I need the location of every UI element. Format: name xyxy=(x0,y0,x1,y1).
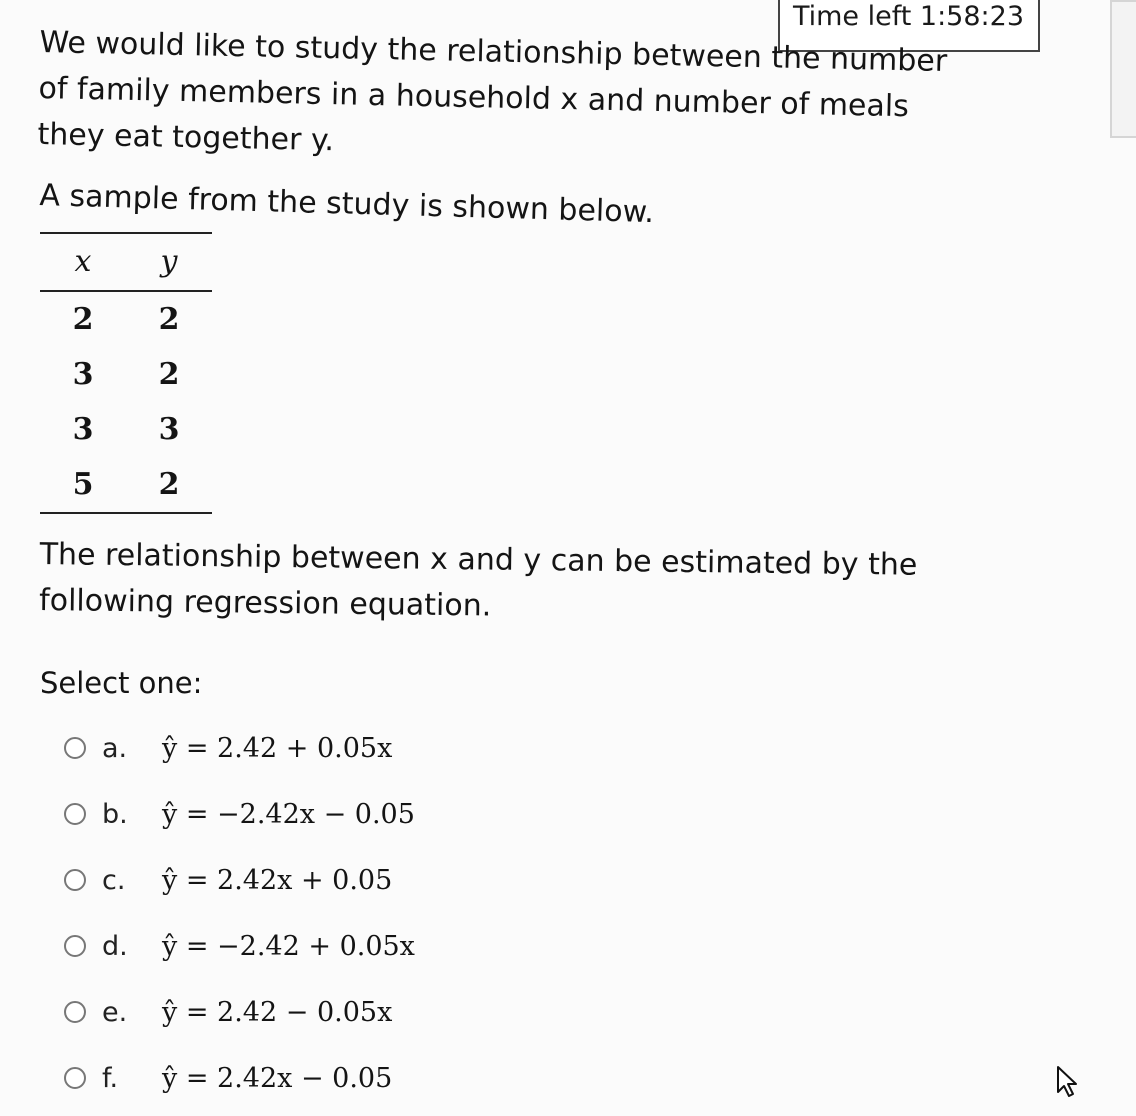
radio-button-icon[interactable] xyxy=(64,1067,86,1089)
table-cell-x: 3 xyxy=(72,412,94,447)
radio-button-icon[interactable] xyxy=(64,737,86,759)
radio-button-icon[interactable] xyxy=(64,803,86,825)
table-header-row xyxy=(40,234,212,290)
answer-options xyxy=(64,715,624,1111)
option-c[interactable] xyxy=(64,847,624,913)
option-letter: a. xyxy=(102,732,128,764)
option-letter: e. xyxy=(102,996,128,1028)
table-row xyxy=(40,457,212,512)
select-one-label: Select one: xyxy=(40,666,203,700)
option-letter: c. xyxy=(102,864,126,896)
option-letter: d. xyxy=(102,930,128,962)
option-equation: ŷ = 2.42x + 0.05 xyxy=(162,864,393,896)
mouse-pointer-icon xyxy=(1050,1064,1086,1100)
option-equation: ŷ = −2.42x − 0.05 xyxy=(162,798,415,830)
table-row xyxy=(40,347,212,402)
sample-intro: A sample from the study is shown below. xyxy=(39,178,655,231)
option-f[interactable] xyxy=(64,1045,624,1111)
option-equation: ŷ = −2.42 + 0.05x xyxy=(162,930,415,962)
table-cell-x: 2 xyxy=(72,302,94,337)
table-cell-x: 3 xyxy=(72,357,94,392)
regression-prompt: The relationship between x and y can be estimated by the following regression equation. xyxy=(38,536,918,624)
timer-text: Time left 1:58:23 xyxy=(792,1,1024,32)
table-row xyxy=(40,292,212,347)
option-b[interactable] xyxy=(64,781,624,847)
table-header-x: x xyxy=(74,244,92,279)
radio-button-icon[interactable] xyxy=(64,869,86,891)
table-bottom-rule xyxy=(40,512,212,514)
table-cell-y: 3 xyxy=(158,412,180,447)
option-letter: f. xyxy=(102,1062,119,1094)
table-cell-y: 2 xyxy=(158,302,180,337)
radio-button-icon[interactable] xyxy=(64,935,86,957)
side-panel-edge xyxy=(1110,0,1136,138)
option-equation: ŷ = 2.42x − 0.05 xyxy=(162,1062,393,1094)
option-d[interactable] xyxy=(64,913,624,979)
table-header-y: y xyxy=(160,244,178,279)
table-cell-y: 2 xyxy=(158,467,180,502)
data-table xyxy=(40,232,212,514)
option-equation: ŷ = 2.42 − 0.05x xyxy=(162,996,393,1028)
question-text: We would like to study the relationship between the number of family members in a household x and number of meals they eat together y. xyxy=(37,24,948,159)
option-equation: ŷ = 2.42 + 0.05x xyxy=(162,732,393,764)
option-a[interactable] xyxy=(64,715,624,781)
table-cell-y: 2 xyxy=(158,357,180,392)
table-row xyxy=(40,402,212,457)
table-cell-x: 5 xyxy=(72,467,94,502)
radio-button-icon[interactable] xyxy=(64,1001,86,1023)
option-letter: b. xyxy=(102,798,128,830)
option-e[interactable] xyxy=(64,979,624,1045)
